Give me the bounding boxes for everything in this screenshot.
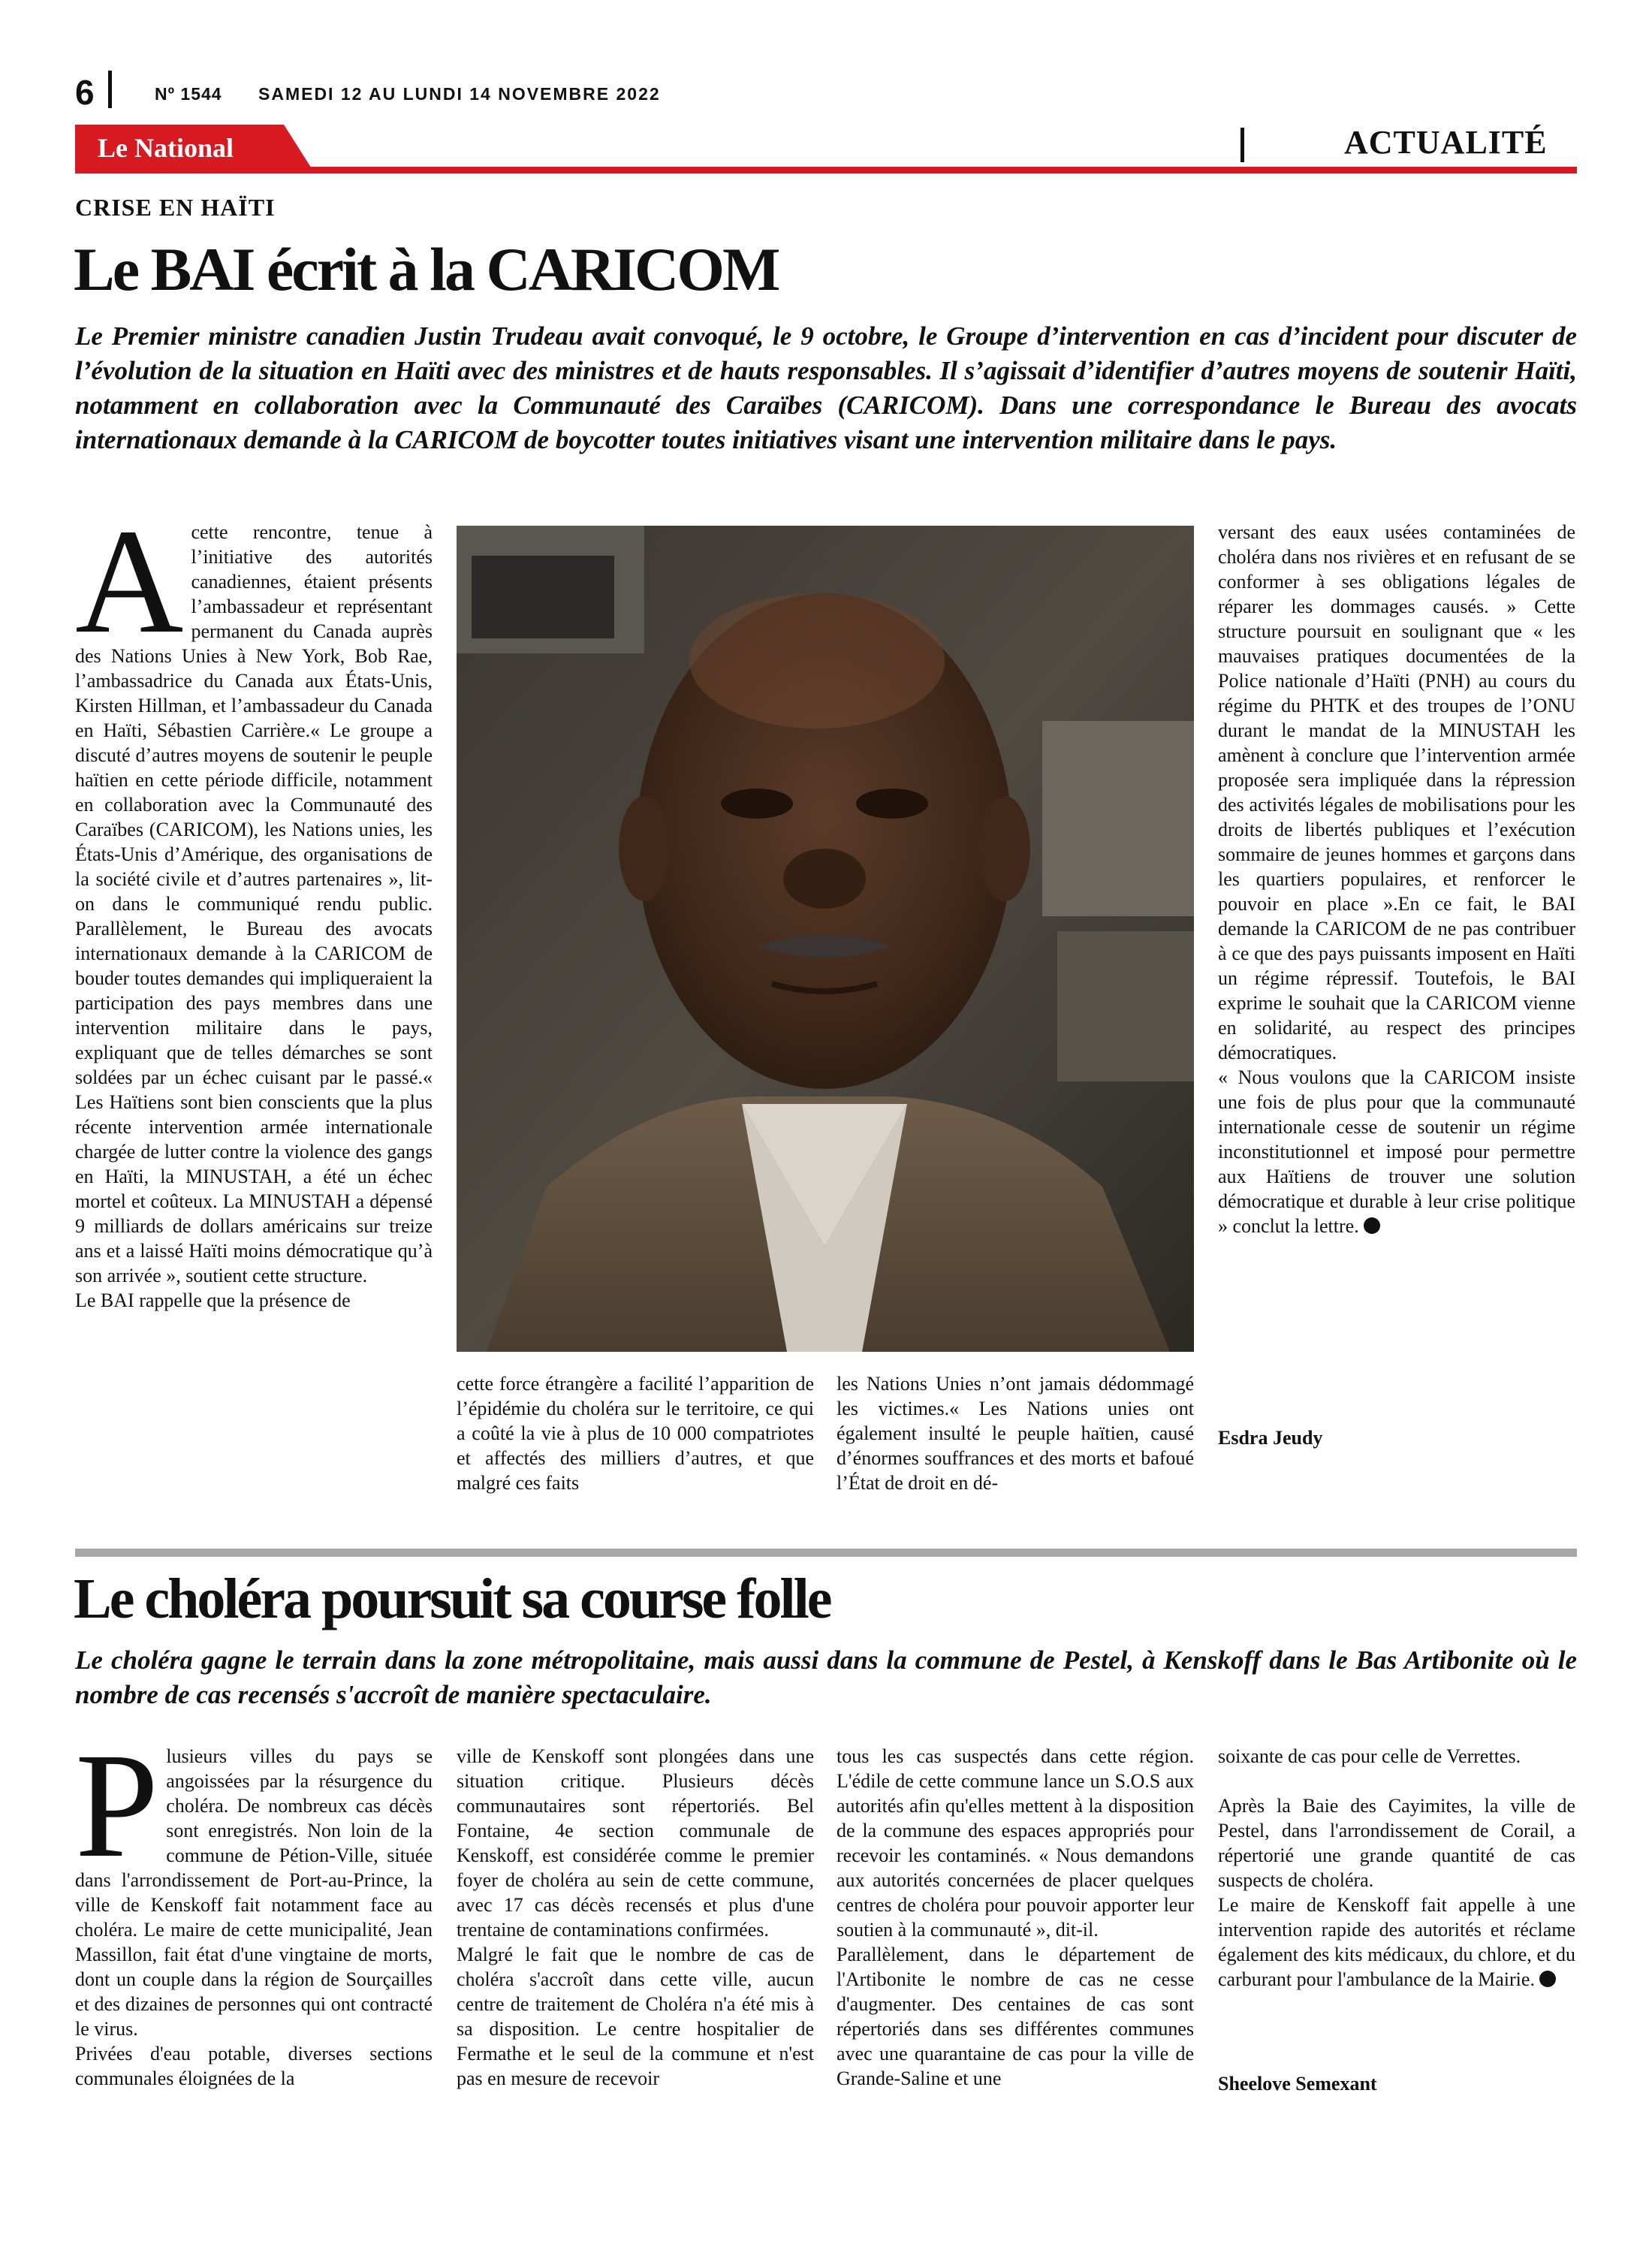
article1-lede: Le Premier ministre canadien Justin Trudeau avait convoqué, le 9 octobre, le Groupe d’intervention en cas d’incident pour discuter de l’évolution de la situation en Haïti avec des ministres et de hauts responsables. Il s’agissait d’identifier d’autres moyens de soutenir Haïti, notamment en collaboration avec la Communauté des Caraïbes (CARICOM). Dans une correspondance le Bureau des avocats internationaux demande à la CARICOM de boycotter toutes initiatives visant une intervention militaire dans le pays. [75, 321, 1577, 454]
page-number: 6 [75, 73, 95, 112]
article2-paragraph: Privées d'eau potable, diverses sections communales éloignées de la [75, 2043, 433, 2089]
article1-column-4 [1218, 520, 1575, 1238]
article1-paragraph: versant des eaux usées contaminées de choléra dans nos rivières et en refusant de se conformer à ses obligations légales de réparer les dommages causés. » Cette structure poursuit en soulignant que « les mauvaises pratiques documentées de la Police nationale d’Haïti (PNH) au cours du régime du PHTK et des troupes de l’ONU durant le mandat de la MINUSTAH les amènent à conclure que l’intervention armée proposée sera impliquée dans la répression des activités légales de mobilisations pour les droits de libertés publiques et l’exécution sommaire de jeunes hommes et garçons dans les quartiers populaires, et renforcer le pouvoir en place ».En ce fait, le BAI demande la CARICOM de ne pas contribuer à ce que des pays puissants imposent en Haïti un régime répressif. Toutefois, le BAI exprime le souhait que la CARICOM vienne en solidarité, au respect des principes démocratiques. [1218, 521, 1575, 1063]
article1-paragraph: cette force étrangère a facilité l’apparition de l’épidémie du choléra sur le territoire, ce qui a coûté la vie à plus de 10 000 compatriotes et affectés des milliers d’autres, et que malgré ces faits [457, 1373, 814, 1494]
article1-paragraph: les Nations Unies n’ont jamais dédommagé les victimes.« Les Nations unies ont également insulté le peuple haïtien, causé d’énormes souffrances et des morts et bafoué l’État de droit en dé- [837, 1373, 1194, 1494]
article2-paragraph: Après la Baie des Cayimites, la ville de Pestel, dans l'arrondissement de Corail, a répertorié une grande quantité de cas suspects de choléra. [1218, 1795, 1575, 1891]
article1-column-1 [75, 499, 433, 1313]
page-number-divider [108, 71, 112, 108]
end-of-article-icon [1364, 1217, 1380, 1234]
article2-paragraph [1218, 1893, 1575, 1992]
article1-paragraph: Le BAI rappelle que la présence de [75, 1289, 351, 1311]
article2-closing-text: Le maire de Kenskoff fait appelle à une intervention rapide des autorités et réclame également des kits médicaux, du chlore, et du carburant pour l'ambulance de la Mairie. [1218, 1894, 1575, 1990]
header-rule [75, 167, 1577, 173]
article1-headline: Le BAI écrit à la CARICOM [74, 235, 779, 303]
article2-column-2 [457, 1744, 814, 2091]
article2-paragraph: soixante de cas pour celle de Verrettes. [1218, 1745, 1521, 1767]
article2-paragraph: tous les cas suspectés dans cette région. L'édile de cette commune lance un S.O.S aux autorités afin qu'elles mettent à la disposition de la commune des espaces appropriés pour recevoir les contaminés. « Nous demandons aux autorités concernées de placer quelques centres de choléra pour pouvoir apporter leur soutien à la communauté », dit-il. [837, 1745, 1194, 1941]
end-of-article-icon [1539, 1971, 1556, 1987]
article1-byline: Esdra Jeudy [1218, 1427, 1323, 1449]
article2-column-4 [1218, 1744, 1575, 1992]
section-name: ACTUALITÉ [1344, 124, 1548, 161]
article1-paragraph [1218, 1065, 1575, 1238]
article2-paragraph: Malgré le fait que le nombre de cas de choléra s'accroît dans cette ville, aucun centre de traitement de Choléra n'a été mis à sa disposition. Le centre hospitalier de Fermathe et le seul de la commune et n'est pas en mesure de recevoir [457, 1944, 814, 2089]
article2-dropcap: P [75, 1723, 159, 1889]
article-photo [457, 526, 1194, 1352]
section-divider [1241, 128, 1244, 162]
article1-column-3 [837, 1371, 1194, 1495]
brand-name: Le National [98, 133, 234, 163]
article2-column-1 [75, 1723, 433, 2091]
article-separator [75, 1549, 1577, 1557]
article2-paragraph: ville de Kenskoff sont plongées dans une situation critique. Plusieurs décès communautaires sont répertoriés. Bel Fontaine, 4e section communale de Kenskoff, est considérée comme le premier foyer de choléra au sein de cette commune, avec 17 cas décès recensés et plus d'une trentaine de contaminations confirmées. [457, 1745, 814, 1941]
article2-paragraph: lusieurs villes du pays se angoissées par la résurgence du choléra. De nombreux cas décès sont enregistrés. Non loin de la commune de Pétion-Ville, située dans l'arrondissement de Port-au-Prince, la ville de Kenskoff fait notamment face au choléra. Le maire de cette municipalité, Jean Massillon, fait état d'une vingtaine de morts, dont un couple dans la région de Sourçailles et des dizaines de personnes qui ont contracté le virus. [75, 1745, 433, 2040]
article2-headline: Le choléra poursuit sa course folle [74, 1567, 831, 1630]
paragraph-spacer [1218, 1769, 1575, 1793]
article1-kicker: CRISE EN HAÏTI [75, 194, 276, 221]
issue-number: Nº 1544 [155, 84, 222, 104]
article2-lede: Le choléra gagne le terrain dans la zone métropolitaine, mais aussi dans la commune de Pestel, à Kenskoff dans le Bas Artibonite où le nombre de cas recensés s'accroît de manière spectaculaire. [75, 1645, 1577, 1709]
article1-column-2 [457, 1371, 814, 1495]
article1-paragraph: cette rencontre, tenue à l’initiative des autorités canadiennes, étaient présents l’ambassadeur et représentant permanent du Canada auprès des Nations Unies à New York, Bob Rae, l’ambassadrice du Canada aux États-Unis, Kirsten Hillman, et l’ambassadeur du Canada en Haïti, Sébastien Carrière.« Le groupe a discuté d’autres moyens de soutenir le peuple haïtien en cette période difficile, notamment en collaboration avec la Communauté des Caraïbes (CARICOM), les Nations unies, les États-Unis d’Amérique, des organisations de la société civile et d’autres partenaires », lit-on dans le communiqué rendu public. Parallèlement, le Bureau des avocats internationaux demande à la CARICOM de bouder toutes demandes qui impliqueraient la participation des pays membres dans une intervention militaire dans le pays, expliquant que de telles démarches se sont soldées par un échec cuisant par le passé.« Les Haïtiens sont bien conscients que la plus récente intervention armée internationale chargée de lutter contre la violence des gangs en Haïti, la MINUSTAH, a été un échec mortel et coûteux. La MINUSTAH a dépensé 9 milliards de dollars américains sur treize ans et a laissé Haïti moins démocratique qu’à son arrivée », soutient cette structure. [75, 521, 433, 1286]
issue-date: SAMEDI 12 AU LUNDI 14 NOVEMBRE 2022 [258, 84, 661, 104]
article1-closing-text: « Nous voulons que la CARICOM insiste une fois de plus pour que la communauté internationale cesse de soutenir un régime inconstitutionnel et imposé pour permettre aux Haïtiens de trouver une solution démocratique et durable à leur crise politique » conclut la lettre. [1218, 1066, 1575, 1237]
article2-byline: Sheelove Semexant [1218, 2073, 1377, 2095]
article1-dropcap: A [75, 499, 184, 665]
article2-paragraph: Parallèlement, dans le département de l'Artibonite le nombre de cas ne cesse d'augmenter. Des centaines de cas sont répertoriés dans ses différentes communes avec une quarantaine de cas pour la ville de Grande-Saline et une [837, 1944, 1194, 2089]
portrait-photo [457, 526, 1194, 1352]
article2-column-3 [837, 1744, 1194, 2091]
